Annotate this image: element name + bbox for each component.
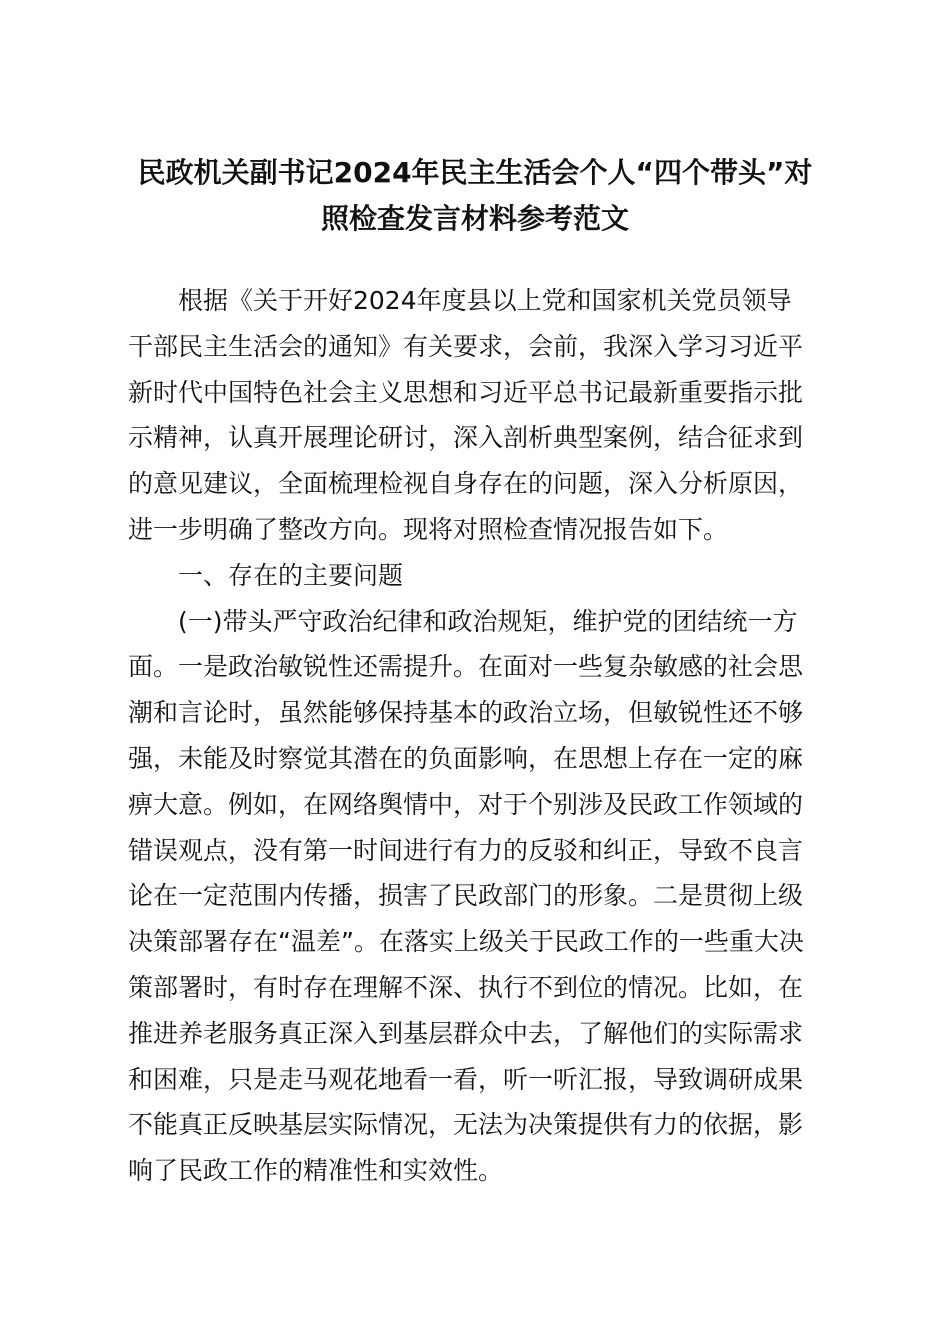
section-one-line: 策部署时，有时存在理解不深、执行不到位的情况。比如，在 <box>128 972 804 1002</box>
section-one-line: 面。一是政治敏锐性还需提升。在面对一些复杂敏感的社会思 <box>128 652 804 682</box>
section-one-line: 痹大意。例如，在网络舆情中，对于个别涉及民政工作领域的 <box>128 789 804 819</box>
section-one-line: (一)带头严守政治纪律和政治规矩，维护党的团结统一方 <box>178 606 798 636</box>
document-body <box>128 278 823 1194</box>
section-one-line: 错误观点，没有第一时间进行有力的反驳和纠正，导致不良言 <box>128 835 804 865</box>
section-heading: 一、存在的主要问题 <box>178 560 404 590</box>
section-one-line: 推进养老服务真正深入到基层群众中去，了解他们的实际需求 <box>128 1018 804 1048</box>
section-one-line: 不能真正反映基层实际情况，无法为决策提供有力的依据，影 <box>128 1110 804 1140</box>
section-one-line: 论在一定范围内传播，损害了民政部门的形象。二是贯彻上级 <box>128 881 804 911</box>
title-line-2: 照检查发言材料参考范文 <box>320 202 629 235</box>
intro-line: 新时代中国特色社会主义思想和习近平总书记最新重要指示批 <box>128 377 804 407</box>
section-one-line: 潮和言论时，虽然能够保持基本的政治立场，但敏锐性还不够 <box>128 698 804 728</box>
intro-line: 根据《关于开好2024年度县以上党和国家机关党员领导 <box>178 286 792 315</box>
section-one-line: 决策部署存在“温差”。在落实上级关于民政工作的一些重大决 <box>128 927 804 957</box>
intro-line: 示精神，认真开展理论研讨，深入剖析典型案例，结合征求到 <box>128 423 804 453</box>
intro-line: 进一步明确了整改方向。现将对照检查情况报告如下。 <box>128 514 729 544</box>
document-title <box>120 150 830 242</box>
intro-line: 干部民主生活会的通知》有关要求，会前，我深入学习习近平 <box>128 331 804 361</box>
section-one-line: 响了民政工作的精准性和实效性。 <box>128 1156 504 1186</box>
section-one-line: 强，未能及时察觉其潜在的负面影响，在思想上存在一定的麻 <box>128 743 804 773</box>
intro-line: 的意见建议，全面梳理检视自身存在的问题，深入分析原因， <box>128 469 804 499</box>
title-line-1: 民政机关副书记2024年民主生活会个人“四个带头”对 <box>137 156 813 189</box>
section-one-line: 和困难，只是走马观花地看一看，听一听汇报，导致调研成果 <box>128 1064 804 1094</box>
